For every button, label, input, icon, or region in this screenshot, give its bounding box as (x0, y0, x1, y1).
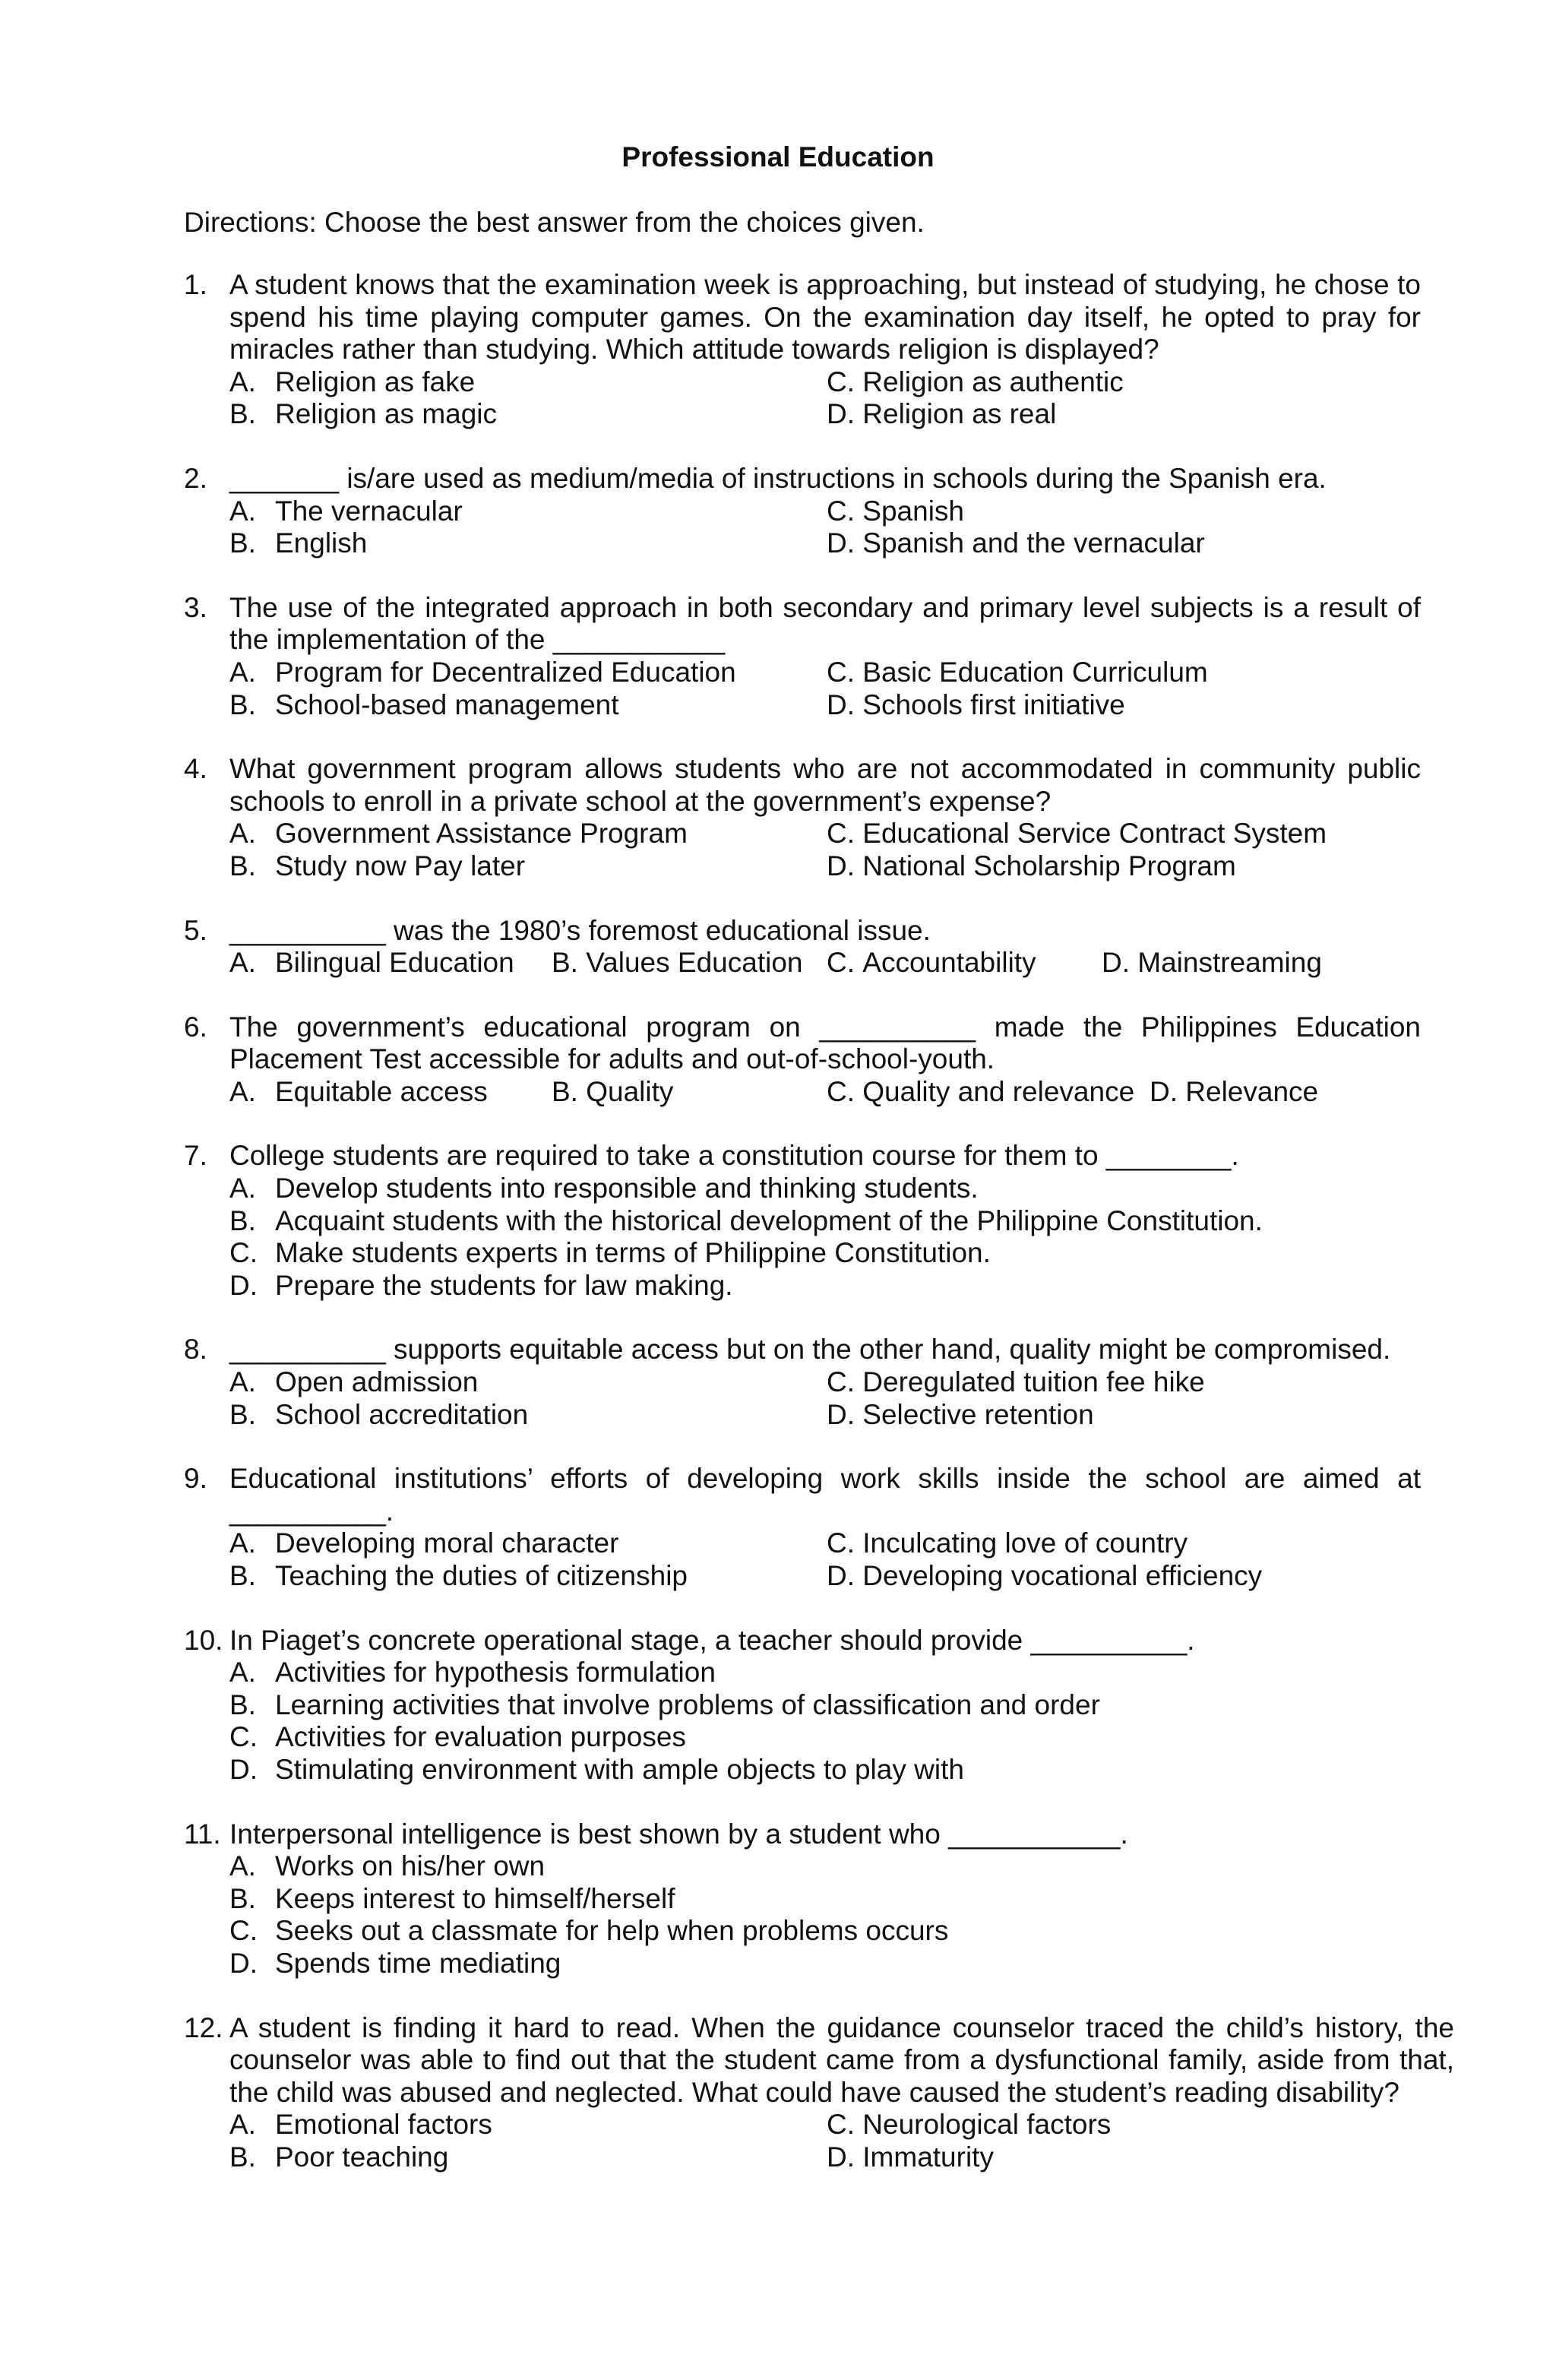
option-text: Selective retention (862, 1398, 1094, 1430)
option-text: Activities for hypothesis formulation (275, 1657, 716, 1688)
option-text: Immaturity (862, 2141, 994, 2173)
option-letter: D. (229, 1269, 258, 1301)
option-letter: A. (229, 818, 256, 850)
answer-options (229, 1173, 1421, 1302)
option-letter: C. (827, 1366, 855, 1398)
option-text: Open admission (275, 1366, 479, 1398)
option-text: Study now Pay later (275, 850, 526, 881)
question-number: 9. (184, 1463, 207, 1495)
option-text: Deregulated tuition fee hike (862, 1366, 1205, 1398)
option-a[interactable] (229, 1173, 979, 1205)
answer-options (229, 657, 1421, 721)
option-b[interactable] (229, 1399, 827, 1432)
option-text: National Scholarship Program (862, 850, 1236, 881)
question-number: 2. (184, 462, 207, 494)
option-text: Prepare the students for law making. (275, 1269, 733, 1301)
question-stem: The government’s educational program on __________ made the Philippines Education Placement Test accessible for adults and out-of-school-youth. (229, 1011, 1421, 1075)
option-letter: A. (229, 947, 256, 979)
option-letter: B. (229, 1688, 256, 1720)
option-letter: C. (827, 1075, 855, 1107)
question-number: 6. (184, 1011, 207, 1043)
answer-options (229, 2109, 1454, 2173)
option-letter: A. (229, 1075, 256, 1107)
option-b[interactable] (552, 947, 827, 980)
question-8 (184, 1334, 1421, 1431)
option-letter: D. (1102, 947, 1130, 979)
option-text: Accountability (862, 947, 1036, 979)
question-stem: Interpersonal intelligence is best shown by a student who ___________. (229, 1818, 1128, 1850)
question-7 (184, 1140, 1421, 1302)
question-number: 1. (184, 269, 207, 300)
option-letter: B. (229, 1560, 256, 1591)
question-stem: A student knows that the examination week is approaching, but instead of studying, he chose to spend his time playing computer games. On the examination day itself, he opted to pray for miracles rather than studying. Which attitude towards religion is displayed? (229, 269, 1421, 366)
option-a[interactable] (229, 1657, 716, 1689)
option-text: Develop students into responsible and thinking students. (275, 1173, 979, 1204)
option-b[interactable] (229, 398, 827, 431)
answer-options (229, 1076, 1421, 1109)
question-6 (184, 1011, 1421, 1109)
question-3 (184, 592, 1421, 721)
option-text: Poor teaching (275, 2141, 449, 2173)
option-a[interactable] (229, 657, 827, 689)
option-d[interactable] (827, 398, 1056, 431)
answer-options (229, 366, 1421, 431)
option-c[interactable] (827, 1076, 1150, 1109)
option-b[interactable] (229, 850, 827, 883)
option-c[interactable] (229, 1915, 948, 1948)
option-a[interactable] (229, 495, 827, 528)
option-text: Values Education (586, 947, 803, 979)
option-text: Religion as fake (275, 366, 476, 397)
option-a[interactable] (229, 1076, 552, 1109)
option-d[interactable] (827, 1399, 1094, 1432)
question-stem: __________ was the 1980’s foremost educational issue. (229, 914, 931, 946)
option-text: Quality and relevance (862, 1075, 1135, 1107)
option-text: Religion as real (862, 398, 1057, 430)
option-d[interactable] (827, 1560, 1262, 1593)
option-letter: D. (827, 850, 855, 881)
option-letter: B. (552, 1075, 578, 1107)
question-number: 12. (184, 2011, 223, 2043)
option-text: Educational Service Contract System (862, 818, 1327, 850)
option-letter: A. (229, 366, 256, 397)
option-a[interactable] (229, 818, 827, 850)
option-letter: D. (229, 1753, 258, 1785)
option-a[interactable] (229, 366, 827, 399)
option-b[interactable] (229, 1205, 1263, 1238)
option-letter: B. (229, 1398, 256, 1430)
option-text: Keeps interest to himself/herself (275, 1882, 675, 1914)
option-b[interactable] (229, 1689, 1100, 1722)
option-letter: D. (1150, 1075, 1178, 1107)
question-list (184, 269, 1454, 2206)
option-letter: D. (229, 1947, 258, 1979)
option-text: Quality (586, 1075, 674, 1107)
option-letter: D. (827, 1398, 855, 1430)
answer-options (229, 1657, 1421, 1786)
question-stem: __________ supports equitable access but on the other hand, quality might be compromised. (229, 1334, 1391, 1366)
option-text: School-based management (275, 688, 619, 720)
option-letter: C. (827, 495, 855, 527)
option-c[interactable] (827, 1527, 1188, 1560)
option-letter: D. (827, 1560, 855, 1591)
option-text: Acquaint students with the historical development of the Philippine Constitution. (275, 1204, 1263, 1236)
option-text: Teaching the duties of citizenship (275, 1560, 688, 1591)
question-9 (184, 1463, 1421, 1592)
option-text: Religion as authentic (862, 366, 1124, 397)
option-text: English (275, 527, 368, 559)
option-text: Spends time mediating (275, 1947, 561, 1979)
option-text: Program for Decentralized Education (275, 656, 736, 688)
option-c[interactable] (827, 818, 1327, 850)
option-letter: C. (827, 366, 855, 397)
question-12 (184, 2012, 1454, 2174)
question-stem: The use of the integrated approach in both secondary and primary level subjects is a result of the implementation of the ___________ (229, 591, 1421, 656)
question-4 (184, 753, 1421, 882)
option-d[interactable] (827, 2141, 994, 2174)
option-text: Developing moral character (275, 1527, 619, 1559)
option-text: Bilingual Education (275, 947, 514, 979)
option-letter: C. (827, 1527, 855, 1559)
option-letter: A. (229, 2109, 256, 2141)
option-text: Relevance (1185, 1075, 1319, 1107)
question-number: 7. (184, 1140, 207, 1172)
option-c[interactable] (827, 657, 1208, 689)
option-letter: D. (827, 688, 855, 720)
option-letter: C. (229, 1721, 258, 1753)
option-d[interactable] (1150, 1076, 1318, 1109)
question-number: 8. (184, 1334, 207, 1366)
question-11 (184, 1818, 1421, 1980)
option-letter: B. (229, 398, 256, 430)
question-1 (184, 269, 1421, 431)
question-number: 11. (184, 1818, 221, 1850)
option-c[interactable] (827, 947, 1102, 980)
option-letter: B. (552, 947, 578, 979)
answer-options (229, 1527, 1421, 1592)
question-stem: _______ is/are used as medium/media of instructions in schools during the Spanish era. (229, 462, 1327, 494)
option-letter: A. (229, 1366, 256, 1398)
option-letter: B. (229, 527, 256, 559)
option-a[interactable] (229, 1850, 545, 1883)
option-text: Spanish and the vernacular (862, 527, 1205, 559)
option-letter: B. (229, 850, 256, 881)
option-b[interactable] (229, 1883, 675, 1916)
question-10 (184, 1625, 1421, 1787)
option-b[interactable] (229, 2141, 827, 2174)
option-d[interactable] (229, 1270, 733, 1302)
option-text: The vernacular (275, 495, 463, 527)
option-letter: B. (229, 2141, 256, 2173)
question-number: 5. (184, 914, 207, 946)
option-letter: A. (229, 1173, 256, 1204)
option-c[interactable] (827, 366, 1124, 399)
option-c[interactable] (827, 1366, 1205, 1399)
option-b[interactable] (229, 689, 827, 722)
question-number: 10. (184, 1624, 223, 1656)
option-c[interactable] (229, 1237, 991, 1270)
option-letter: D. (827, 2141, 855, 2173)
question-stem: A student is finding it hard to read. When the guidance counselor traced the child’s history, the counselor was able to find out that the student came from a dysfunctional family, aside from that, the child was abused and neglected. What could have caused the student’s reading disability? (229, 2011, 1454, 2108)
option-text: Neurological factors (862, 2109, 1112, 2141)
option-letter: C. (827, 2109, 855, 2141)
option-letter: A. (229, 1527, 256, 1559)
directions-text: Directions: Choose the best answer from the choices given. (184, 207, 925, 238)
option-letter: C. (229, 1915, 258, 1947)
option-text: Inculcating love of country (862, 1527, 1188, 1559)
option-a[interactable] (229, 2109, 827, 2141)
option-text: Schools first initiative (862, 688, 1125, 720)
option-c[interactable] (229, 1721, 686, 1754)
option-letter: D. (827, 527, 855, 559)
option-c[interactable] (827, 2109, 1111, 2141)
option-text: Works on his/her own (275, 1850, 546, 1882)
option-letter: C. (827, 656, 855, 688)
option-b[interactable] (229, 1560, 827, 1593)
option-text: Equitable access (275, 1075, 488, 1107)
option-text: Emotional factors (275, 2109, 492, 2141)
option-text: Developing vocational efficiency (862, 1560, 1263, 1591)
option-text: Basic Education Curriculum (862, 656, 1208, 688)
option-letter: B. (229, 1204, 256, 1236)
option-a[interactable] (229, 947, 552, 980)
option-text: Government Assistance Program (275, 818, 688, 850)
answer-options (229, 1366, 1421, 1431)
question-stem: College students are required to take a constitution course for them to ________. (229, 1140, 1239, 1172)
option-text: School accreditation (275, 1398, 529, 1430)
option-letter: A. (229, 1850, 256, 1882)
option-text: Activities for evaluation purposes (275, 1721, 686, 1753)
answer-options (229, 1850, 1421, 1980)
option-letter: C. (827, 947, 855, 979)
option-b[interactable] (552, 1076, 827, 1109)
option-text: Spanish (862, 495, 964, 527)
option-text: Make students experts in terms of Philippine Constitution. (275, 1237, 991, 1269)
option-text: Mainstreaming (1137, 947, 1322, 979)
option-text: Learning activities that involve problems of classification and order (275, 1688, 1100, 1720)
question-number: 3. (184, 591, 207, 623)
answer-options (229, 947, 1421, 980)
option-letter: B. (229, 1882, 256, 1914)
option-d[interactable] (827, 527, 1205, 560)
option-d[interactable] (827, 850, 1236, 883)
question-5 (184, 915, 1421, 980)
option-letter: A. (229, 1657, 256, 1688)
option-letter: A. (229, 656, 256, 688)
option-b[interactable] (229, 527, 827, 560)
question-stem: What government program allows students who are not accommodated in community public schools to enroll in a private school at the government’s expense? (229, 753, 1421, 817)
option-text: Seeks out a classmate for help when problems occurs (275, 1915, 949, 1947)
option-text: Religion as magic (275, 398, 498, 430)
option-letter: B. (229, 688, 256, 720)
option-a[interactable] (229, 1366, 827, 1399)
option-d[interactable] (229, 1754, 964, 1787)
option-d[interactable] (1102, 947, 1322, 980)
option-d[interactable] (229, 1948, 561, 1980)
question-2 (184, 463, 1421, 560)
option-a[interactable] (229, 1527, 827, 1560)
page-title: Professional Education (621, 141, 935, 172)
question-stem: In Piaget’s concrete operational stage, a teacher should provide __________. (229, 1624, 1195, 1656)
answer-options (229, 495, 1421, 560)
option-letter: C. (229, 1237, 258, 1269)
option-text: Stimulating environment with ample objects to play with (275, 1753, 964, 1785)
option-letter: C. (827, 818, 855, 850)
question-number: 4. (184, 753, 207, 785)
option-c[interactable] (827, 495, 964, 528)
question-stem: Educational institutions’ efforts of developing work skills inside the school are aimed at __________. (229, 1463, 1421, 1527)
option-letter: A. (229, 495, 256, 527)
option-letter: D. (827, 398, 855, 430)
answer-options (229, 818, 1421, 882)
option-d[interactable] (827, 689, 1125, 722)
